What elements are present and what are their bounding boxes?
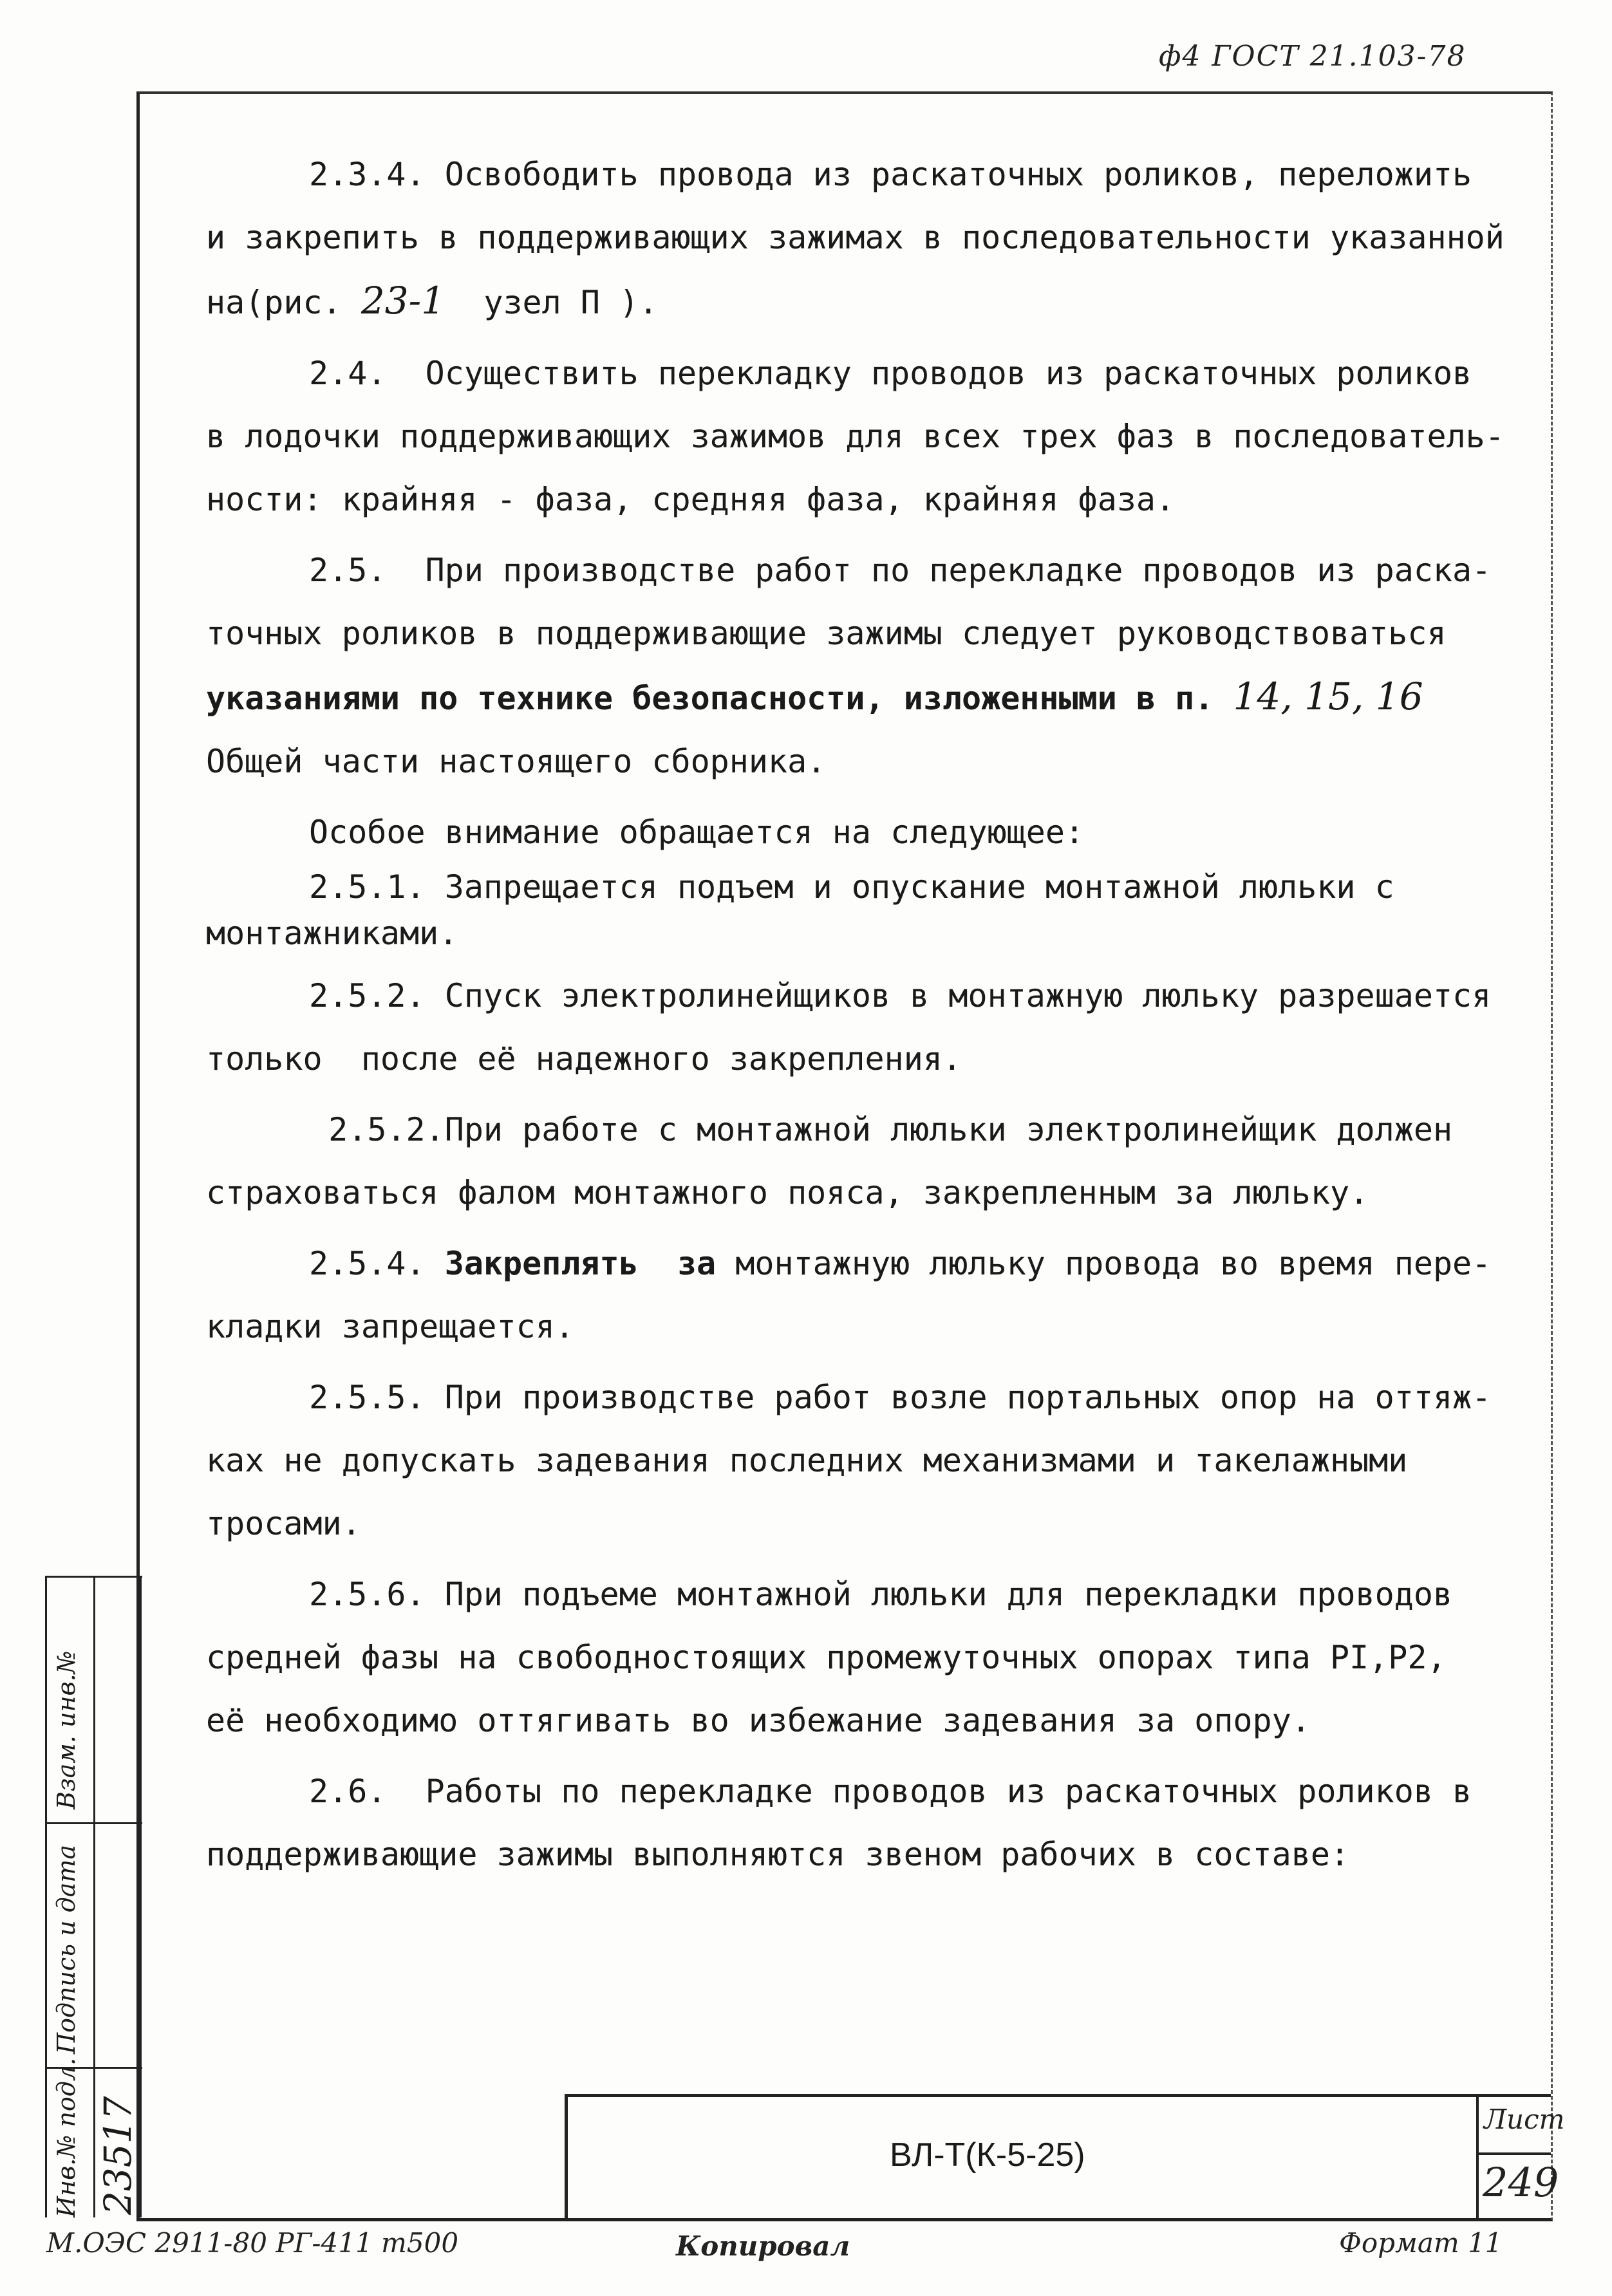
paragraph-2-5-6-line2: средней фазы на свободностоящих промежуточных опорах типа PI,P2, [206, 1639, 1447, 1676]
clause-number: 2.5.4. [309, 1245, 445, 1282]
paragraph-2-3-4-line2: и закрепить в поддерживающих зажимах в последовательности указанной [206, 219, 1504, 256]
paragraph-2-5-line3 [206, 665, 1539, 730]
figure-ref-suffix: узел П ). [445, 284, 659, 321]
paragraph-2-5-4-line1 [206, 1232, 1539, 1295]
paragraph-2-5-6-line3: её необходимо оттягивать во избежание задевания за опору. [206, 1702, 1311, 1739]
document-body [206, 143, 1539, 1886]
handwritten-clause-numbers: 14, 15, 16 [1233, 675, 1423, 718]
replacement-label: Взам. инв.№ [52, 1650, 80, 1809]
paragraph-2-5-line2: точных роликов в поддерживающие зажимы следует руководствоваться [206, 615, 1447, 652]
paragraph-special-attention: Особое внимание обращается на следующее: [309, 814, 1085, 851]
sheet-box [1476, 2097, 1565, 2219]
paragraph-2-3-4-line1: 2.3.4. Освободить провода из раскаточных роликов, переложить [309, 156, 1472, 193]
paragraph-2-5-1-line1: 2.5.1. Запрещается подъем и опускание монтажной люльки с [309, 868, 1394, 906]
paragraph-2-5-5-line1: 2.5.5. При производстве работ возле портальных опор на оттяж- [309, 1379, 1492, 1416]
paragraph-2-5-2-line2: только после её надежного закрепления. [206, 1040, 962, 1078]
figure-ref-prefix: на(рис. [206, 284, 361, 321]
paragraph-2-4-line1: 2.4. Осуществить перекладку проводов из раскаточных роликов [309, 355, 1472, 392]
paragraph-2-6-line2: поддерживающие зажимы выполняются звеном рабочих в составе: [206, 1836, 1350, 1873]
paragraph-2-4-line2: в лодочки поддерживающих зажимов для всех трех фаз в последователь- [206, 418, 1504, 455]
paragraph-2-3-4-line3 [206, 269, 1539, 334]
bold-phrase: Закреплять за [444, 1245, 717, 1282]
inventory-label: Инв.№ подл. [52, 2057, 80, 2217]
sheet-label: Лист [1484, 2104, 1565, 2135]
paragraph-2-5-5-line3: тросами. [206, 1505, 361, 1542]
footer-format: Формат 11 [1339, 2227, 1503, 2259]
document-designation: ВЛ-Т(К-5-25) [890, 2136, 1085, 2174]
paragraph-2-5-3-line2: страховаться фалом монтажного пояса, закрепленным за люльку. [206, 1174, 1369, 1211]
paragraph-2-5-line1: 2.5. При производстве работ по перекладке проводов из раска- [309, 552, 1492, 589]
footer-archive-code: М.ОЭС 2911-80 РГ-411 т500 [46, 2227, 459, 2259]
paragraph-2-5-1-line2: монтажниками. [206, 915, 458, 952]
paragraph-2-5-4-line2: кладки запрещается. [206, 1308, 574, 1345]
sheet-number: 249 [1483, 2159, 1559, 2206]
handwritten-figure-number: 23-1 [361, 279, 445, 322]
title-block [565, 2094, 1565, 2219]
footer-copied-by: Копировал [676, 2230, 850, 2262]
paragraph-2-5-5-line2: ках не допускать задевания последних механизмами и такелажными [206, 1442, 1408, 1479]
paragraph-2-5-6-line1: 2.5.6. При подъеме монтажной люльки для перекладки проводов [309, 1576, 1453, 1613]
paragraph-2-5-line4: Общей части настоящего сборника. [206, 743, 827, 780]
paragraph-2-5-2-line1: 2.5.2. Спуск электролинейщиков в монтажную люльку разрешается [309, 977, 1492, 1014]
safety-ref-text: указаниями по технике безопасности, изложенными в п. [206, 680, 1233, 717]
paragraph-2-6-line1: 2.6. Работы по перекладке проводов из раскаточных роликов в [309, 1773, 1472, 1810]
signature-date-label: Подпись и дата [52, 1844, 80, 2054]
document-reference: ф4 ГОСТ 21.103-78 [1159, 40, 1467, 73]
inventory-number: 23517 [96, 2096, 140, 2215]
paragraph-2-5-3-line1: 2.5.2.При работе с монтажной люльки электролинейщик должен [309, 1111, 1453, 1148]
paragraph-2-4-line3: ности: крайняя - фаза, средняя фаза, крайняя фаза. [206, 481, 1176, 518]
clause-text: монтажную люльку провода во время пере- [716, 1245, 1492, 1282]
left-margin-stamp [45, 1576, 142, 2217]
